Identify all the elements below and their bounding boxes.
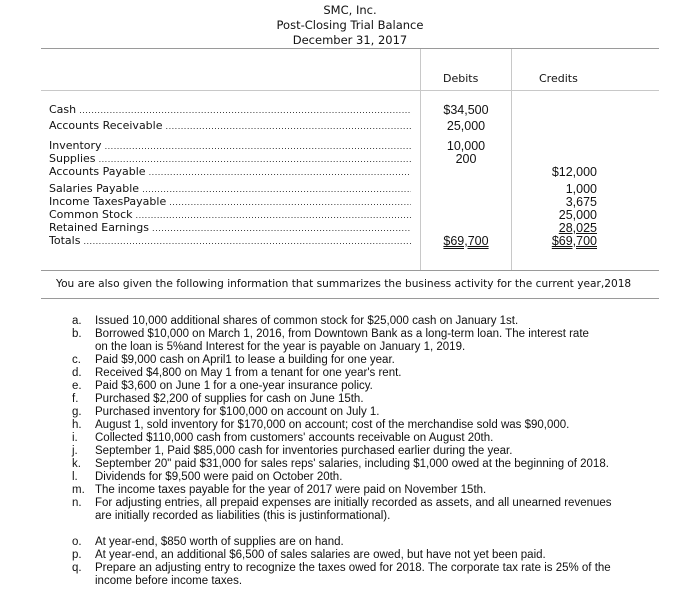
- debit-value: $34,500: [443, 103, 489, 117]
- report-date: December 31, 2017: [292, 33, 408, 47]
- debit-value: 25,000: [446, 119, 486, 133]
- account-name: Inventory .....: [49, 139, 411, 154]
- debits-column-header: Debits: [443, 72, 479, 85]
- item-text: Purchased inventory for $100,000 on account on July 1.: [95, 406, 380, 418]
- item-text: Borrowed $10,000 on March 1, 2016, from Downtown Bank as a long-term loan. The interest rate: [95, 328, 589, 340]
- item-letter: c.: [72, 354, 81, 366]
- item-text: The income taxes payable for the year of 2017 were paid on November 15th.: [95, 484, 487, 496]
- item-text: September 20" paid $31,000 for sales reps' salaries, including $1,000 owed at the beginning of 2018.: [95, 458, 609, 470]
- item-text: are initially recorded as liabilities (this is justinformational).: [95, 510, 391, 522]
- account-name: Cash .....: [49, 103, 411, 118]
- item-letter: i.: [72, 432, 78, 444]
- item-letter: k.: [72, 458, 81, 470]
- item-letter: m.: [72, 484, 85, 496]
- credit-value: 25,000: [558, 208, 597, 222]
- intro-text: You are also given the following information that summarizes the business activity for the current year,2018: [56, 278, 632, 290]
- item-letter: h.: [72, 419, 82, 431]
- item-letter: d.: [72, 367, 82, 379]
- item-text: At year-end, an additional $6,500 of sales salaries are owed, but have not yet been paid.: [95, 549, 546, 561]
- item-text: Issued 10,000 additional shares of common stock for $25,000 cash on January 1st.: [95, 315, 519, 327]
- credits-column-header: Credits: [539, 72, 578, 85]
- report-title: Post-Closing Trial Balance: [276, 18, 424, 32]
- account-name: Supplies .....: [49, 152, 411, 167]
- debit-total: $69,700: [443, 234, 489, 248]
- item-letter: p.: [72, 549, 82, 561]
- credit-value: 1,000: [565, 182, 597, 196]
- item-text: Prepare an adjusting entry to recognize the taxes owed for 2018. The corporate tax rate is 25% of the: [95, 562, 611, 574]
- account-name: Accounts Receivable .....: [49, 119, 411, 134]
- account-name: Totals .....: [49, 234, 411, 249]
- item-text: Dividends for $9,500 were paid on October 20th.: [95, 471, 343, 483]
- item-text: on the loan is 5%and Interest for the year is payable on January 1, 2019.: [95, 341, 466, 353]
- credit-value: $12,000: [551, 165, 597, 179]
- account-name: Common Stock .....: [49, 208, 411, 223]
- item-letter: g.: [72, 406, 82, 418]
- item-letter: l.: [72, 471, 78, 483]
- item-text: September 1, Paid $85,000 cash for inventories purchased earlier during the year.: [95, 445, 513, 457]
- account-name: Salaries Payable .....: [49, 182, 411, 197]
- item-letter: f.: [72, 393, 79, 405]
- debit-value: 10,000: [446, 139, 486, 153]
- account-name: Income TaxesPayable .....: [49, 195, 411, 210]
- item-text: Purchased $2,200 of supplies for cash on June 15th.: [95, 393, 364, 405]
- item-text: Paid $9,000 cash on April1 to lease a building for one year.: [95, 354, 395, 366]
- item-text: Collected $110,000 cash from customers' accounts receivable on August 20th.: [95, 432, 494, 444]
- credit-value: 28,025: [558, 221, 597, 235]
- company-name: SMC, Inc.: [323, 3, 377, 17]
- credit-value: 3,675: [565, 195, 597, 209]
- item-text: Received $4,800 on May 1 from a tenant for one year's rent.: [95, 367, 402, 379]
- item-letter: q.: [72, 562, 82, 574]
- item-letter: n.: [72, 497, 82, 509]
- item-letter: a.: [72, 315, 82, 327]
- item-letter: o.: [72, 536, 82, 548]
- item-letter: b.: [72, 328, 82, 340]
- item-letter: j.: [72, 445, 78, 457]
- account-name: Retained Earnings .....: [49, 221, 411, 236]
- account-name: Accounts Payable .....: [49, 165, 411, 180]
- credit-total: $69,700: [551, 234, 597, 248]
- item-text: Paid $3,600 on June 1 for a one-year insurance policy.: [95, 380, 373, 392]
- item-text: At year-end, $850 worth of supplies are on hand.: [95, 536, 344, 548]
- item-letter: e.: [72, 380, 82, 392]
- item-text: August 1, sold inventory for $170,000 on account; cost of the merchandise sold was $90,000.: [95, 419, 570, 431]
- item-text: income before income taxes.: [95, 575, 243, 587]
- debit-value: 200: [455, 152, 477, 166]
- item-text: For adjusting entries, all prepaid expenses are initially recorded as assets, and all unearned revenues: [95, 497, 612, 509]
